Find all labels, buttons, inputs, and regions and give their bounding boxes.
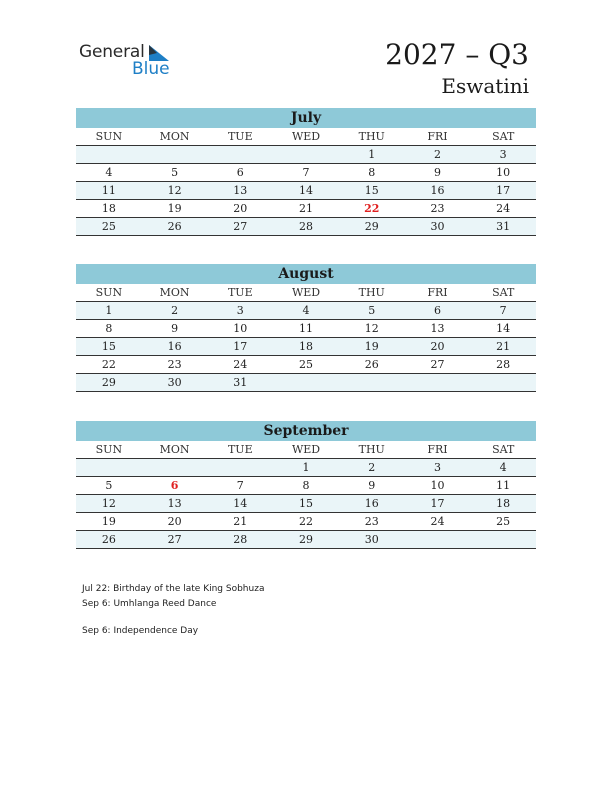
day-cell: 13 (167, 497, 182, 510)
day-cell: 23 (364, 515, 379, 528)
empty-day-cell (339, 374, 405, 391)
week-row (76, 477, 536, 495)
empty-day-cell (273, 146, 339, 163)
day-cell: 4 (302, 304, 310, 317)
weekday-label: FRI (427, 443, 448, 456)
weekday-label: MON (159, 286, 190, 299)
day-cell: 23 (430, 202, 445, 215)
day-cell: 25 (299, 358, 314, 371)
day-cell: 15 (101, 340, 116, 353)
week-row (76, 182, 536, 200)
weekday-label: TUE (227, 286, 253, 299)
day-cell: 18 (496, 497, 511, 510)
day-cell: 14 (299, 184, 314, 197)
day-cell: 2 (433, 148, 441, 161)
empty-day-cell (405, 374, 471, 391)
day-cell: 31 (496, 220, 511, 233)
day-cell: 21 (496, 340, 511, 353)
weekday-label: WED (291, 443, 321, 456)
day-cell: 8 (105, 322, 113, 335)
weekday-header-row (76, 128, 536, 146)
day-cell: 23 (167, 358, 182, 371)
empty-day-cell (207, 459, 273, 476)
weekday-label: THU (358, 443, 385, 456)
weekday-label: SAT (492, 130, 515, 143)
day-cell: 30 (364, 533, 379, 546)
month-calendar-september (76, 421, 536, 549)
day-cell: 24 (496, 202, 511, 215)
day-cell: 9 (368, 479, 376, 492)
day-cell: 27 (430, 358, 445, 371)
day-cell: 19 (364, 340, 379, 353)
day-cell: 9 (171, 322, 179, 335)
day-cell: 5 (368, 304, 376, 317)
day-cell: 5 (171, 166, 179, 179)
day-cell: 18 (101, 202, 116, 215)
weekday-label: FRI (427, 130, 448, 143)
day-cell: 26 (167, 220, 182, 233)
day-cell: 15 (299, 497, 314, 510)
week-row (76, 531, 536, 549)
empty-day-cell (142, 459, 208, 476)
week-row (76, 164, 536, 182)
day-cell: 25 (496, 515, 511, 528)
day-cell: 30 (167, 376, 182, 389)
logo-general-text: General (79, 42, 145, 62)
day-cell: 12 (364, 322, 379, 335)
weekday-label: FRI (427, 286, 448, 299)
empty-day-cell (207, 146, 273, 163)
day-cell: 28 (233, 533, 248, 546)
weekday-label: MON (159, 130, 190, 143)
week-row (76, 374, 536, 392)
day-cell: 14 (496, 322, 511, 335)
day-cell: 22 (101, 358, 116, 371)
generalblue-logo (79, 42, 189, 82)
weekday-label: TUE (227, 443, 253, 456)
weekday-header-row (76, 441, 536, 459)
day-cell: 20 (233, 202, 248, 215)
day-cell: 3 (433, 461, 441, 474)
day-cell: 1 (302, 461, 310, 474)
day-cell: 1 (368, 148, 376, 161)
day-cell: 7 (236, 479, 244, 492)
note-item: Sep 6: Independence Day (82, 626, 199, 636)
week-row (76, 218, 536, 236)
country-name: Eswatini (441, 74, 529, 98)
week-row (76, 320, 536, 338)
day-cell: 10 (233, 322, 248, 335)
day-cell: 16 (364, 497, 379, 510)
day-cell: 16 (167, 340, 182, 353)
day-cell: 17 (430, 497, 445, 510)
day-cell: 30 (430, 220, 445, 233)
empty-day-cell (470, 531, 536, 548)
day-cell: 28 (299, 220, 314, 233)
month-calendar-august (76, 264, 536, 392)
holiday-day-cell: 22 (364, 202, 380, 215)
weekday-label: SUN (95, 286, 123, 299)
day-cell: 1 (105, 304, 113, 317)
day-cell: 6 (236, 166, 244, 179)
day-cell: 2 (368, 461, 376, 474)
day-cell: 29 (364, 220, 379, 233)
day-cell: 11 (101, 184, 116, 197)
day-cell: 17 (233, 340, 248, 353)
day-cell: 24 (430, 515, 445, 528)
day-cell: 17 (496, 184, 511, 197)
weekday-label: MON (159, 443, 190, 456)
page-title: 2027 – Q3 (385, 38, 529, 71)
day-cell: 21 (233, 515, 248, 528)
weekday-header-row (76, 284, 536, 302)
day-cell: 8 (368, 166, 376, 179)
note-item: Jul 22: Birthday of the late King Sobhuza (82, 584, 265, 594)
month-calendar-july (76, 108, 536, 236)
day-cell: 24 (233, 358, 248, 371)
day-cell: 11 (299, 322, 314, 335)
day-cell: 4 (499, 461, 507, 474)
day-cell: 12 (167, 184, 182, 197)
day-cell: 19 (167, 202, 182, 215)
empty-day-cell (142, 146, 208, 163)
weekday-label: THU (358, 130, 385, 143)
day-cell: 8 (302, 479, 310, 492)
weekday-label: SAT (492, 443, 515, 456)
day-cell: 31 (233, 376, 248, 389)
day-cell: 9 (433, 166, 441, 179)
day-cell: 28 (496, 358, 511, 371)
day-cell: 19 (101, 515, 116, 528)
day-cell: 29 (101, 376, 116, 389)
day-cell: 5 (105, 479, 113, 492)
empty-day-cell (76, 459, 142, 476)
month-name: August (76, 264, 536, 284)
week-row (76, 356, 536, 374)
day-cell: 10 (496, 166, 511, 179)
day-cell: 7 (302, 166, 310, 179)
day-cell: 27 (167, 533, 182, 546)
week-row (76, 302, 536, 320)
week-row (76, 459, 536, 477)
day-cell: 27 (233, 220, 248, 233)
note-item: Sep 6: Umhlanga Reed Dance (82, 599, 217, 609)
day-cell: 13 (233, 184, 248, 197)
day-cell: 3 (499, 148, 507, 161)
day-cell: 15 (364, 184, 379, 197)
holiday-notes (82, 582, 264, 639)
day-cell: 13 (430, 322, 445, 335)
month-name: July (76, 108, 536, 128)
day-cell: 6 (433, 304, 441, 317)
day-cell: 18 (299, 340, 314, 353)
holiday-day-cell: 6 (170, 479, 179, 492)
day-cell: 12 (101, 497, 116, 510)
day-cell: 20 (167, 515, 182, 528)
day-cell: 2 (171, 304, 179, 317)
weekday-label: SUN (95, 443, 123, 456)
weekday-label: TUE (227, 130, 253, 143)
day-cell: 22 (299, 515, 314, 528)
day-cell: 20 (430, 340, 445, 353)
day-cell: 25 (101, 220, 116, 233)
day-cell: 26 (101, 533, 116, 546)
weekday-label: WED (291, 286, 321, 299)
day-cell: 3 (236, 304, 244, 317)
empty-day-cell (405, 531, 471, 548)
weekday-label: SUN (95, 130, 123, 143)
day-cell: 10 (430, 479, 445, 492)
day-cell: 26 (364, 358, 379, 371)
day-cell: 7 (499, 304, 507, 317)
empty-day-cell (470, 374, 536, 391)
empty-day-cell (273, 374, 339, 391)
logo-blue-text: Blue (132, 59, 170, 79)
week-row (76, 495, 536, 513)
weekday-label: WED (291, 130, 321, 143)
day-cell: 4 (105, 166, 113, 179)
day-cell: 29 (299, 533, 314, 546)
month-name: September (76, 421, 536, 441)
week-row (76, 338, 536, 356)
day-cell: 11 (496, 479, 511, 492)
day-cell: 14 (233, 497, 248, 510)
week-row (76, 200, 536, 218)
week-row (76, 513, 536, 531)
week-row (76, 146, 536, 164)
day-cell: 21 (299, 202, 314, 215)
weekday-label: THU (358, 286, 385, 299)
day-cell: 16 (430, 184, 445, 197)
empty-day-cell (76, 146, 142, 163)
weekday-label: SAT (492, 286, 515, 299)
